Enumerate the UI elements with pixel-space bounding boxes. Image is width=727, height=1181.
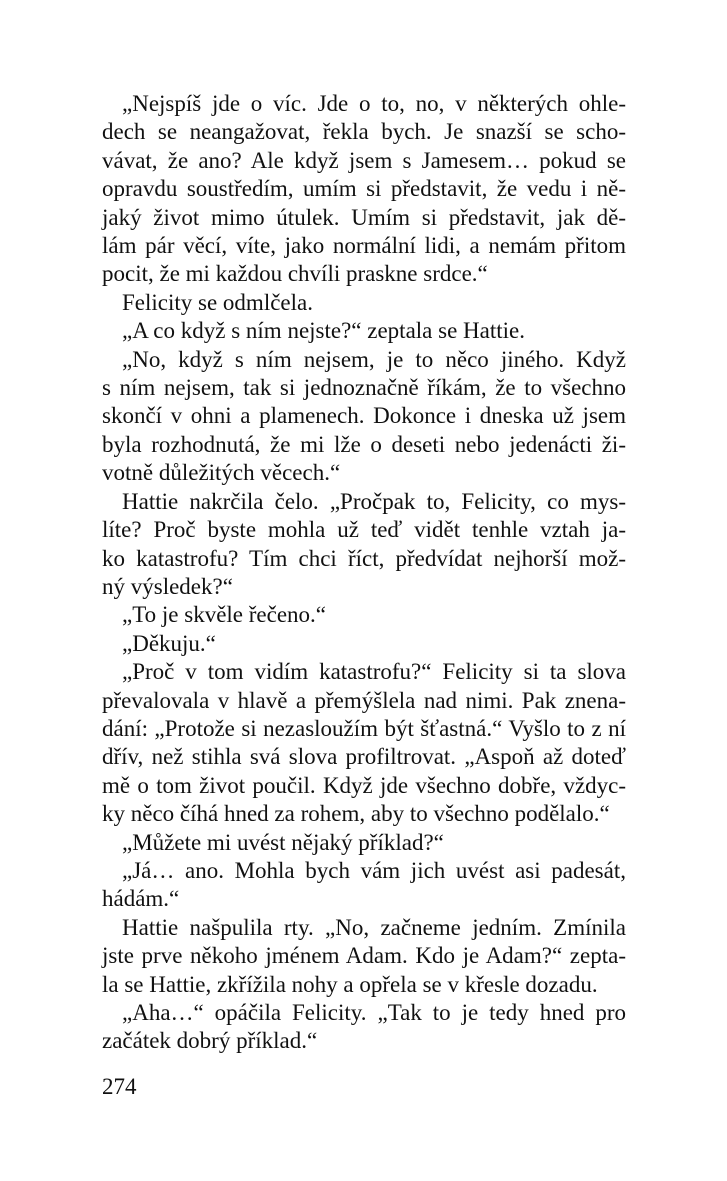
text-line: pocit, že mi každou chvíli praskne srdce.“ [102,261,488,287]
text-line: „Proč v tom vidím katastrofu?“ Felicity si ta slova [122,659,626,685]
text-line: „Nejspíš jde o víc. Jde o to, no, v některých ohle- [122,91,626,116]
paragraph [102,488,626,602]
text-line: mě o tom život poučil. Když jde všechno dobře, vždyc- [102,772,626,798]
text-line: převalovala v hlavě a přemýšlela nad nimi. Pak znena- [102,687,626,713]
paragraph [102,90,626,289]
text-line: s ním nejsem, tak si jednoznačně říkám, že to všechno [102,375,626,401]
text-line: ko katastrofu? Tím chci říct, předvídat nejhorší mož- [102,545,626,571]
text-line: „Aha…“ opáčila Felicity. „Tak to je tedy hned pro [122,1000,626,1025]
text-line: „Děkuju.“ [122,630,216,656]
text-line: ky něco číhá hned za rohem, aby to všechno podělalo.“ [102,801,610,827]
text-line: jaký život mimo útulek. Umím si představit, jak dě- [102,204,626,230]
text-line: „No, když s ním nejsem, je to něco jiného. Když [122,346,626,372]
paragraph [102,317,626,345]
text-line: Felicity se odmlčela. [122,289,313,315]
text-line: líte? Proč byste mohla už teď vidět tenhle vztah ja- [102,517,626,543]
paragraph [102,999,626,1056]
text-line: „A co když s ním nejste?“ zeptala se Hattie. [122,318,525,344]
paragraph [102,914,626,999]
paragraph [102,829,626,857]
text-line: začátek dobrý příklad.“ [102,1028,318,1054]
text-line: ný výsledek?“ [102,573,233,599]
paragraph [102,289,626,317]
text-line: votně důležitých věcech.“ [102,460,341,486]
body-text [102,90,626,1056]
text-line: lám pár věcí, víte, jako normální lidi, a nemám přitom [102,233,626,259]
text-line: hádám.“ [102,886,180,912]
text-line: „To je skvěle řečeno.“ [122,602,327,628]
text-line: skončí v ohni a plamenech. Dokonce i dneska už jsem [102,403,626,429]
text-line: „Můžete mi uvést nějaký příklad?“ [122,829,444,855]
text-line: dání: „Protože si nezasloužím být šťastná.“ Vyšlo to z ní [102,715,626,741]
paragraph [102,630,626,658]
text-line: vávat, že ano? Ale když jsem s Jamesem… pokud se [102,147,626,173]
text-line: „Já… ano. Mohla bych vám jich uvést asi padesát, [122,857,626,883]
paragraph [102,658,626,828]
text-line: byla rozhodnutá, že mi lže o deseti nebo jedenácti ži- [102,431,626,457]
text-line: la se Hattie, zkřížila nohy a opřela se v křesle dozadu. [102,971,598,997]
text-line: dřív, než stihla svá slova profiltrovat. „Aspoň až doteď [102,744,626,770]
text-line: opravdu soustředím, umím si představit, že vedu i ně- [102,176,626,202]
text-line: Hattie našpulila rty. „No, začneme jedním. Zmínila [122,914,626,940]
text-line: dech se neangažovat, řekla bych. Je snazší se scho- [102,119,626,145]
paragraph [102,857,626,914]
text-line: Hattie nakrčila čelo. „Pročpak to, Felicity, co mys- [122,488,626,514]
paragraph [102,601,626,629]
page-number: 274 [102,1074,137,1099]
text-line: jste prve někoho jménem Adam. Kdo je Adam?“ zepta- [102,943,626,969]
paragraph [102,346,626,488]
